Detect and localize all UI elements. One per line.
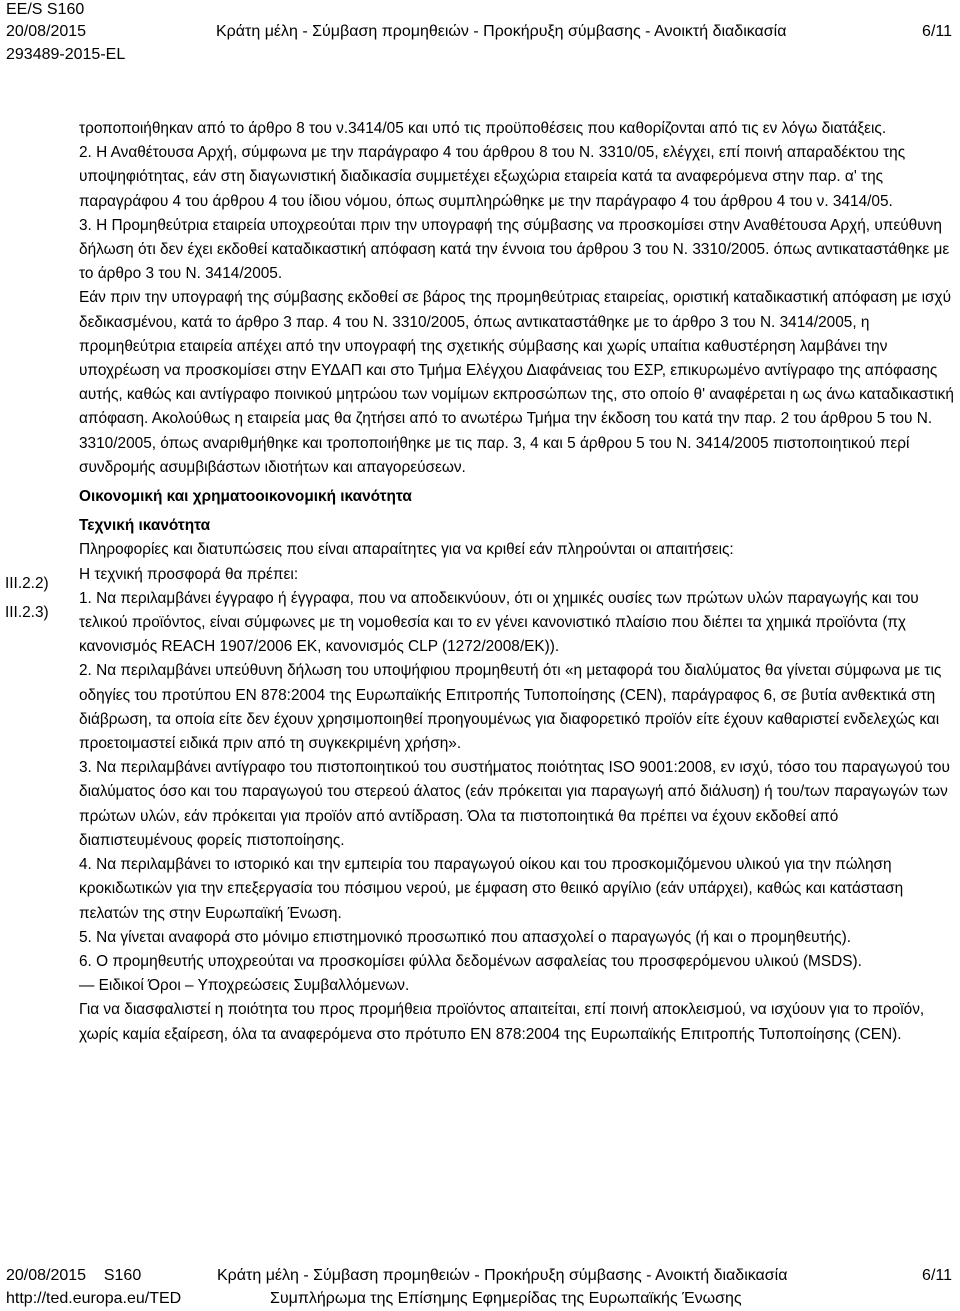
paragraph: 2. Η Αναθέτουσα Αρχή, σύμφωνα με την παράγραφο 4 του άρθρου 8 του Ν. 3310/05, ελέγχει, επί ποινή απαραδέκτου της υποψηφιότητας, εάν στη διαγωνιστική διαδικασία συμμετέχει εξωχώρια εταιρεία κατά τα αναφερόμενα στην παρ. α' της παραγράφου 4 του άρθρου 4 του ίδιου νόμου, όπως συμπληρώθηκε με την παράγραφο 4 του άρθρου 4 του ν. 3414/05. — [79, 144, 906, 210]
doc-code: EE/S S160 — [6, 1, 85, 18]
list-item: 1. Να περιλαμβάνει έγγραφο ή έγγραφα, που να αποδεικνύουν, ότι οι χημικές ουσίες των πρώτων υλών παραγωγής και του τελικού προϊόντος, είναι σύμφωνες με τη νομοθεσία και το εν γένει κανονιστικό πλαίσιο που διέπει τα χημικά προϊόντα (πχ κανονισμός REACH 1907/2006 ΕΚ, κανονισμός CLP (1272/2008/ΕΚ)). — [79, 589, 919, 656]
section-title-technical: Τεχνική ικανότητα — [79, 517, 211, 535]
paragraph: τροποποιήθηκαν από το άρθρο 8 του ν.3414/05 και υπό τις προϋποθέσεις που καθορίζονται από τις εν λόγω διατάξεις. — [79, 120, 887, 137]
paragraph: 3. Η Προμηθεύτρια εταιρεία υποχρεούται πριν την υπογραφή της σύμβασης να προσκομίσει στην Αναθέτουσα Αρχή, υπεύθυνη δήλωση ότι δεν έχει εκδοθεί καταδικαστική απόφαση κατά την έννοια του άρθρου 3 του Ν. 3310/2005. όπως αντικαταστάθηκε με το άρθρο 3 του Ν. 3414/2005. — [79, 216, 950, 283]
footer-subtitle: Συμπλήρωμα της Επίσημης Εφημερίδας της Ευρωπαϊκής Ένωσης — [270, 1290, 742, 1307]
footer-date — [6, 1265, 141, 1287]
header-date: 20/08/2015 — [6, 23, 87, 40]
footer-url[interactable]: http://ted.europa.eu/TED — [6, 1290, 182, 1307]
list-item: 4. Να περιλαμβάνει το ιστορικό και την εμπειρία του παραγωγού οίκου και του προσκομιζόμενου υλικού για την πώληση κροκιδωτικών για την επεξεργασία του πόσιμου νερού, με έμφαση στο θειικό αργίλιο (εάν υπάρχει), καθώς και κατάσταση πελατών της στην Ευρωπαϊκή Ένωση. — [79, 856, 904, 922]
header-title: Κράτη μέλη - Σύμβαση προμηθειών - Προκήρυξη σύμβασης - Ανοικτή διαδικασία — [216, 23, 787, 40]
section-intro: Πληροφορίες και διατυπώσεις που είναι απαραίτητες για να κριθεί εάν πληρούνται οι απαιτήσεις: — [79, 541, 734, 559]
header-page: 6/11 — [922, 23, 952, 40]
list-item: 2. Να περιλαμβάνει υπεύθυνη δήλωση του υποψήφιου προμηθευτή ότι «η μεταφορά του διαλύματος θα γίνεται σύμφωνα με τις οδηγίες του προτύπου ΕΝ 878:2004 της Ευρωπαϊκής Επιτροπής Τυποποίησης (CEN), παράγραφος 6, σε βυτία ανθεκτικά στη διάβρωση, τα οποία είτε δεν έχουν χρησιμοποιηθεί προηγουμένως για διαφορετικό προϊόν είτε έχουν καθαριστεί ενδελεχώς και προετοιμαστεί ειδικά πριν από τη συγκεκριμένη χρήση». — [79, 662, 942, 753]
footer-date-text: 20/08/2015 — [6, 1267, 87, 1284]
document-body — [79, 117, 955, 1047]
section-lead: Η τεχνική προσφορά θα πρέπει: — [79, 565, 299, 583]
list-item: 5. Να γίνεται αναφορά στο μόνιμο επιστημονικό προσωπικό που απασχολεί ο παραγωγός (ή και ο προμηθευτής). — [79, 928, 851, 946]
list-item: 6. Ο προμηθευτής υποχρεούται να προσκομίσει φύλλα δεδομένων ασφαλείας του προσφερόμενου υλικού (MSDS). — [79, 952, 862, 970]
paragraph: Εάν πριν την υπογραφή της σύμβασης εκδοθεί σε βάρος της προμηθεύτριας εταιρείας, οριστική καταδικαστική απόφαση με ισχύ δεδικασμένου, κατά το άρθρο 3 παρ. 4 του Ν. 3310/2005, όπως αντικαταστάθηκε με το άρθρο 3 του Ν. 3414/2005, η προμηθεύτρια εταιρεία απέχει από την υπογραφή της σχετικής σύμβασης και χωρίς υπαίτια καθυστέρηση λαμβάνει την υποχρέωση να προσκομίσει στην ΕΥΔΑΠ και στο Τμήμα Ελέγχου Διαφάνειας του ΕΣΡ, επικυρωμένο αντίγραφο της απόφασης αυτής, καθώς και αντίγραφο ποινικού μητρώου των νομίμων εκπροσώπων της, στο οποίο θ' αναφέρεται η ως άνω καταδικαστική απόφαση. Ακολούθως η εταιρεία μας θα ζητήσει από το ανωτέρω Τμήμα την έκδοση του κατά την παρ. 2 του άρθρου 5 του Ν. 3310/2005, όπως αναριθμήθηκε και τροποποιήθηκε με τις παρ. 3, 4 και 5 άρθρου 5 του Ν. 3414/2005 πιστοποιητικού περί συνδρομής ασυμβιβάστων ιδιοτήτων και απαγορεύσεων. — [79, 289, 954, 476]
doc-id: 293489-2015-EL — [6, 46, 126, 63]
footer-page: 6/11 — [922, 1267, 952, 1284]
footer-code: S160 — [103, 1267, 142, 1284]
section-title-financial: Οικονομική και χρηματοοικονομική ικανότητα — [79, 488, 412, 506]
list-item: 3. Να περιλαμβάνει αντίγραφο του πιστοποιητικού του συστήματος ποιότητας ISO 9001:2008, εν ισχύ, τόσο του παραγωγού του διαλύματος όσο και του παραγωγού του στερεού άλατος (εάν πρόκειται για παραγωγή από διάλυση) ή του/των παραγωγών των πρώτων υλών, εάν πρόκειται για προϊόν από αντίδραση. Όλα τα πιστοποιητικά θα πρέπει να έχουν εκδοθεί από διαπιστευμένους φορείς πιστοποίησης. — [79, 759, 950, 849]
footer-title: Κράτη μέλη - Σύμβαση προμηθειών - Προκήρυξη σύμβασης - Ανοικτή διαδικασία — [217, 1267, 788, 1284]
list-item: — Ειδικοί Όροι – Υποχρεώσεις Συμβαλλόμενων. — [79, 977, 410, 995]
section-number-3-2-3: III.2.3) — [5, 604, 49, 621]
section-number-3-2-2: III.2.2) — [5, 575, 49, 592]
list-item: Για να διασφαλιστεί η ποιότητα του προς προμήθεια προϊόντος απαιτείται, επί ποινή αποκλεισμού, να ισχύουν για το προϊόν, χωρίς καμία εξαίρεση, όλα τα αναφερόμενα στο πρότυπο ΕΝ 878:2004 της Ευρωπαϊκής Επιτροπής Τυποποίησης (CEN). — [79, 1001, 925, 1043]
